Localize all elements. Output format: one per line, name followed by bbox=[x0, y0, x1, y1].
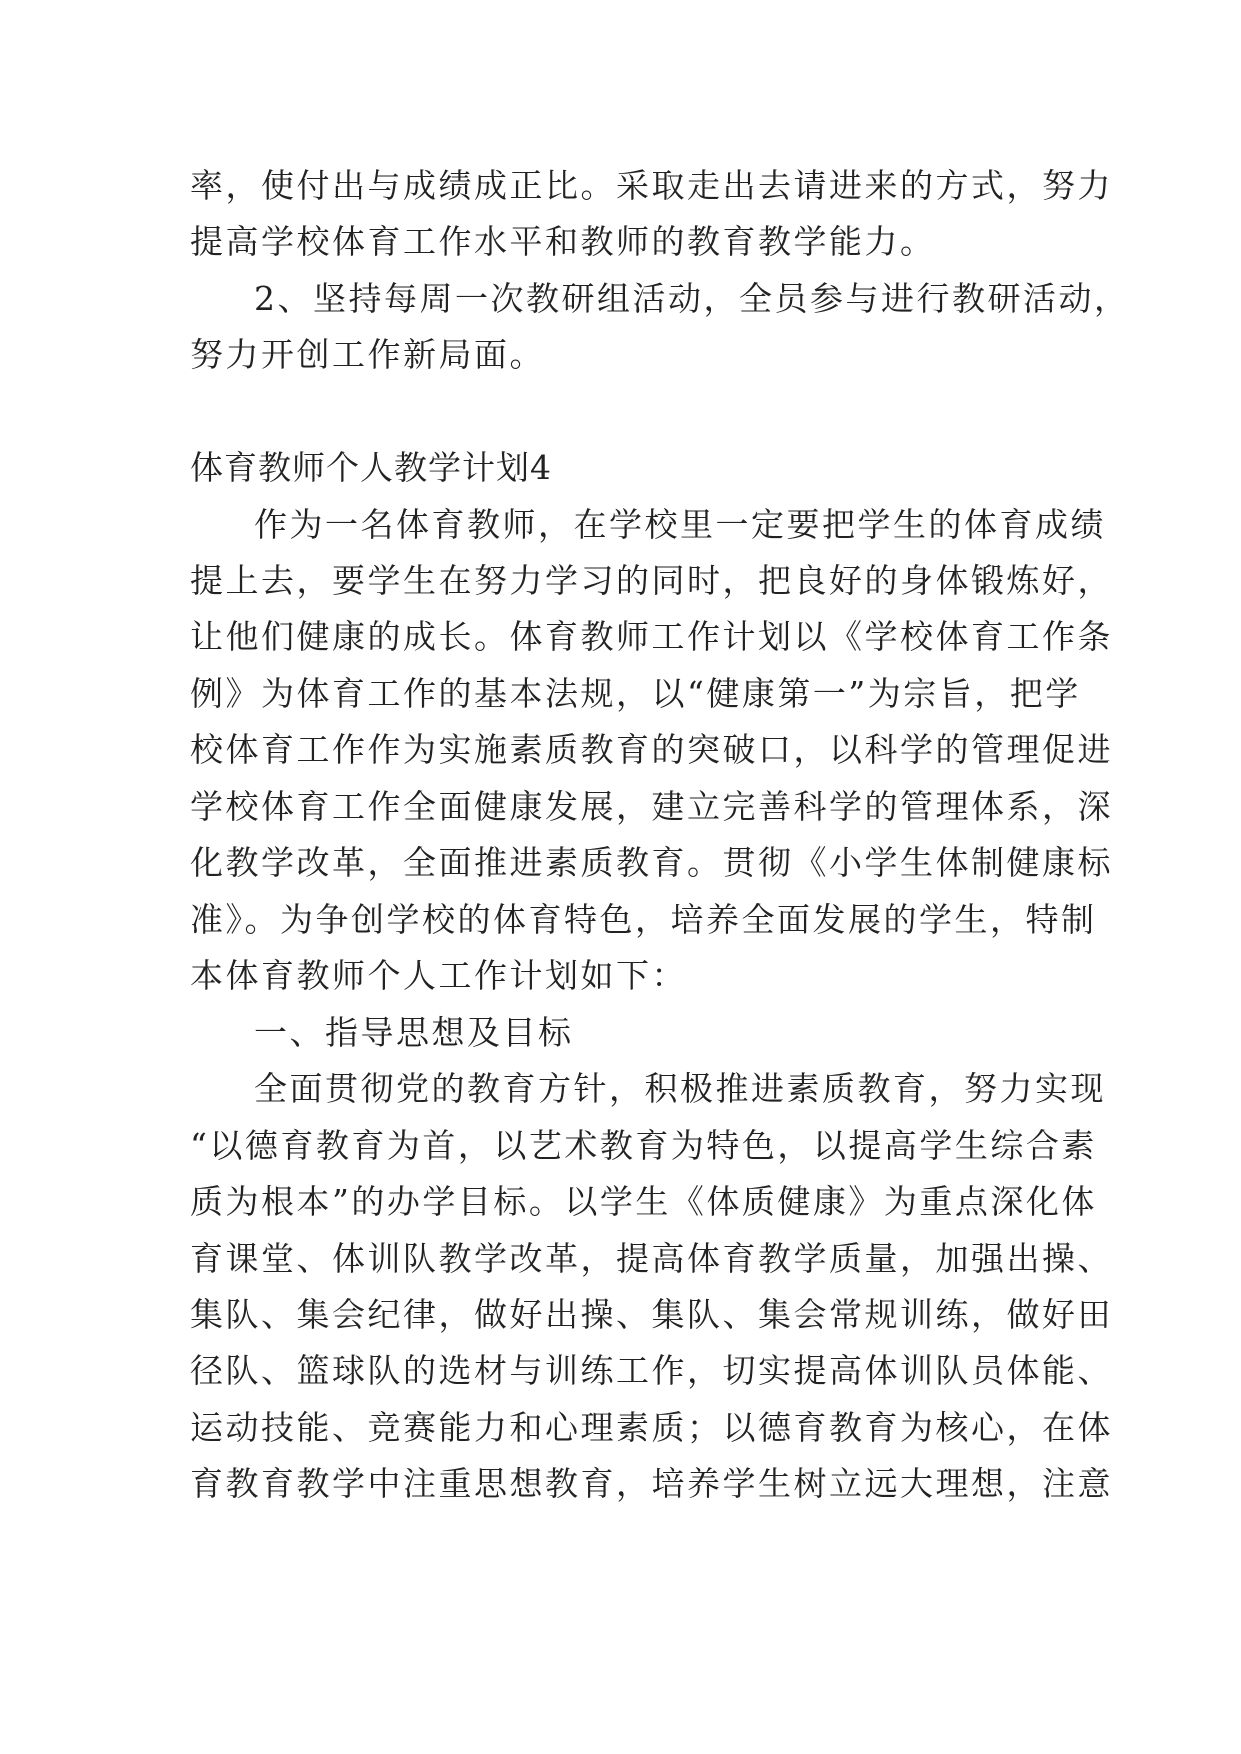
paragraph-line: 例》为体育工作的基本法规，以“健康第一”为宗旨，把学 bbox=[190, 674, 1081, 713]
paragraph-line: 全面贯彻党的教育方针，积极推进素质教育，努力实现 bbox=[254, 1069, 1106, 1108]
paragraph-line: 本体育教师个人工作计划如下： bbox=[190, 956, 687, 995]
paragraph-line: 让他们健康的成长。体育教师工作计划以《学校体育工作条 bbox=[190, 617, 1113, 656]
paragraph-line: 准》。为争创学校的体育特色，培养全面发展的学生，特制 bbox=[190, 900, 1097, 939]
paragraph-line: 集队、集会纪律，做好出操、集队、集会常规训练，做好田 bbox=[190, 1295, 1113, 1334]
paragraph-line: 2、坚持每周一次教研组活动，全员参与进行教研活动， bbox=[254, 279, 1130, 318]
paragraph-line: 育教育教学中注重思想教育，培养学生树立远大理想，注意 bbox=[190, 1464, 1113, 1503]
paragraph-line: 质为根本”的办学目标。以学生《体质健康》为重点深化体 bbox=[190, 1182, 1097, 1221]
paragraph-line: 运动技能、竞赛能力和心理素质；以德育教育为核心，在体 bbox=[190, 1408, 1113, 1447]
paragraph-line: 径队、篮球队的选材与训练工作，切实提高体训队员体能、 bbox=[190, 1351, 1113, 1390]
paragraph-line: 学校体育工作全面健康发展，建立完善科学的管理体系，深 bbox=[190, 787, 1113, 826]
paragraph-line: 提上去，要学生在努力学习的同时，把良好的身体锻炼好， bbox=[190, 561, 1113, 600]
paragraph-line: 育课堂、体训队教学改革，提高体育教学质量，加强出操、 bbox=[190, 1239, 1113, 1278]
paragraph-line: 化教学改革，全面推进素质教育。贯彻《小学生体制健康标 bbox=[190, 843, 1113, 882]
paragraph-line: “以德育教育为首，以艺术教育为特色，以提高学生综合素 bbox=[190, 1126, 1097, 1165]
section-heading: 体育教师个人教学计划4 bbox=[190, 448, 552, 487]
paragraph-line: 提高学校体育工作水平和教师的教育教学能力。 bbox=[190, 222, 936, 261]
paragraph-line: 率，使付出与成绩成正比。采取走出去请进来的方式，努力 bbox=[190, 166, 1113, 205]
paragraph-line: 校体育工作作为实施素质教育的突破口，以科学的管理促进 bbox=[190, 730, 1113, 769]
paragraph-line: 作为一名体育教师，在学校里一定要把学生的体育成绩 bbox=[254, 505, 1106, 544]
paragraph-line: 努力开创工作新局面。 bbox=[190, 335, 545, 374]
subheading: 一、指导思想及目标 bbox=[254, 1013, 574, 1052]
